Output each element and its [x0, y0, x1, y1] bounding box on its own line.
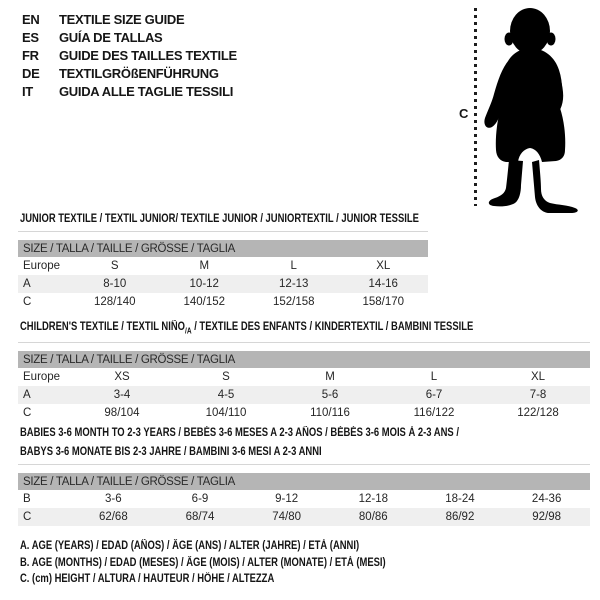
value-cell: 92/98 — [503, 508, 590, 526]
junior-textile-section — [18, 212, 428, 311]
size-cell: S — [110, 260, 119, 272]
value-cell: 86/92 — [417, 508, 504, 526]
legend-line-b: B. AGE (MONTHS) / EDAD (MESES) / ÂGE (MOIS) / ALTER (MONATE) / ETÀ (MESI) — [20, 556, 386, 569]
value-cell: 152/158 — [272, 296, 315, 308]
value-cell: 7-8 — [486, 386, 590, 404]
divider-line — [18, 464, 590, 465]
size-header-label: SIZE / TALLA / TAILLE / GRÖSSE / TAGLIA — [18, 473, 590, 490]
row-label: A — [18, 275, 70, 293]
table-row-months — [18, 490, 590, 508]
lang-title: TEXTILGRÖßENFÜHRUNG — [59, 66, 219, 81]
size-cell: L — [430, 371, 438, 384]
value-cell: 158/170 — [362, 296, 405, 308]
row-label: Europe — [23, 260, 61, 272]
value-cell: 104/110 — [205, 407, 247, 420]
junior-section-title: JUNIOR TEXTILE / TEXTIL JUNIOR/ TEXTILE JUNIOR / JUNIORTEXTIL / JUNIOR TESSILE — [20, 213, 419, 225]
babies-section-title-line1: BABIES 3-6 MONTH TO 2-3 YEARS / BEBÉS 3-6 MESES A 2-3 AÑOS / BÉBÉS 3-6 MOIS À 2-3 ANS / — [20, 427, 459, 439]
size-header-row — [18, 351, 590, 368]
value-cell: 110/116 — [310, 407, 350, 420]
row-label: B — [23, 493, 31, 505]
value-cell: 10-12 — [160, 275, 250, 293]
junior-size-table — [18, 240, 428, 311]
value-cell: 18-24 — [445, 493, 475, 505]
value-cell: 6-9 — [191, 493, 209, 505]
babies-size-table — [18, 473, 590, 526]
value-cell: 140/152 — [183, 296, 226, 308]
lang-title: GUÍA DE TALLAS — [59, 30, 163, 45]
value-cell: 74/80 — [243, 508, 330, 526]
table-row-height — [18, 293, 428, 311]
lang-title: TEXTILE SIZE GUIDE — [59, 12, 185, 27]
size-header-label: SIZE / TALLA / TAILLE / GRÖSSE / TAGLIA — [18, 240, 428, 257]
value-cell: 12-13 — [249, 275, 339, 293]
height-measure-label: C — [459, 106, 469, 121]
value-cell: 3-4 — [70, 386, 174, 404]
value-cell: 6-7 — [382, 386, 486, 404]
value-cell: 80/86 — [330, 508, 417, 526]
size-header-row — [18, 240, 428, 257]
value-cell: 12-18 — [358, 493, 388, 505]
table-row-age — [18, 275, 428, 293]
lang-code: FR — [22, 48, 39, 63]
size-cell: XL — [530, 371, 546, 384]
value-cell: 62/68 — [70, 508, 157, 526]
row-label: Europe — [23, 371, 61, 384]
babies-textile-section — [18, 426, 590, 526]
row-label: A — [18, 386, 70, 404]
value-cell: 4-5 — [174, 386, 278, 404]
table-row-height — [18, 508, 590, 526]
lang-row-fr — [22, 47, 237, 65]
row-label: C — [23, 407, 32, 420]
title-text: CHILDREN'S TEXTILE / TEXTIL NIÑO — [20, 321, 186, 333]
lang-code: IT — [22, 84, 33, 99]
row-label: C — [23, 296, 32, 308]
value-cell: 5-6 — [278, 386, 382, 404]
lang-row-es — [22, 29, 237, 47]
lang-code: EN — [22, 12, 40, 27]
baby-silhouette-icon — [480, 4, 600, 214]
table-row-europe — [18, 368, 590, 386]
value-cell: 3-6 — [105, 493, 122, 505]
table-row-age — [18, 386, 590, 404]
value-cell: 116/122 — [413, 407, 455, 420]
lang-row-it — [22, 83, 237, 101]
language-title-list — [22, 11, 237, 101]
lang-code: DE — [22, 66, 40, 81]
childrens-section-title — [20, 320, 487, 338]
value-cell: 122/128 — [517, 407, 559, 420]
height-measure-dashed-line — [474, 8, 477, 206]
size-cell: L — [290, 260, 297, 272]
babies-section-title-line2: BABYS 3-6 MONATE BIS 2-3 JAHRE / BAMBINI 3-6 MESI A 2-3 ANNI — [20, 446, 322, 458]
table-row-europe — [18, 257, 428, 275]
size-cell: M — [199, 260, 210, 272]
title-text: / TEXTILE DES ENFANTS / KINDERTEXTIL / BAMBINI TESSILE — [191, 321, 474, 333]
lang-row-de — [22, 65, 237, 83]
childrens-size-table — [18, 351, 590, 422]
value-cell: 24-36 — [531, 493, 562, 505]
size-cell: XS — [114, 371, 130, 384]
childrens-textile-section — [18, 320, 590, 422]
title-subscript: /A — [185, 326, 192, 336]
value-cell: 14-16 — [339, 275, 429, 293]
divider-line — [18, 342, 590, 343]
lang-row-en — [22, 11, 237, 29]
lang-title: GUIDE DES TAILLES TEXTILE — [59, 48, 237, 63]
value-cell: 68/74 — [157, 508, 244, 526]
size-header-row — [18, 473, 590, 490]
legend-line-c: C. (cm) HEIGHT / ALTURA / HAUTEUR / HÖHE / ALTEZZA — [20, 573, 275, 585]
divider-line — [18, 231, 428, 232]
legend-line-a: A. AGE (YEARS) / EDAD (AÑOS) / ÂGE (ANS) / ALTER (JAHRE) / ETÀ (ANNI) — [20, 540, 360, 552]
value-cell: 98/104 — [104, 407, 140, 420]
value-cell: 128/140 — [93, 296, 136, 308]
value-cell: 8-10 — [70, 275, 160, 293]
lang-title: GUIDA ALLE TAGLIE TESSILI — [59, 84, 234, 99]
table-row-height — [18, 404, 590, 422]
size-cell: M — [325, 371, 335, 384]
lang-code: ES — [22, 30, 39, 45]
row-label: C — [18, 508, 70, 526]
size-cell: XL — [376, 260, 391, 272]
size-header-label: SIZE / TALLA / TAILLE / GRÖSSE / TAGLIA — [18, 351, 590, 368]
legend — [20, 538, 466, 588]
value-cell: 9-12 — [275, 493, 299, 505]
size-cell: S — [222, 371, 230, 384]
